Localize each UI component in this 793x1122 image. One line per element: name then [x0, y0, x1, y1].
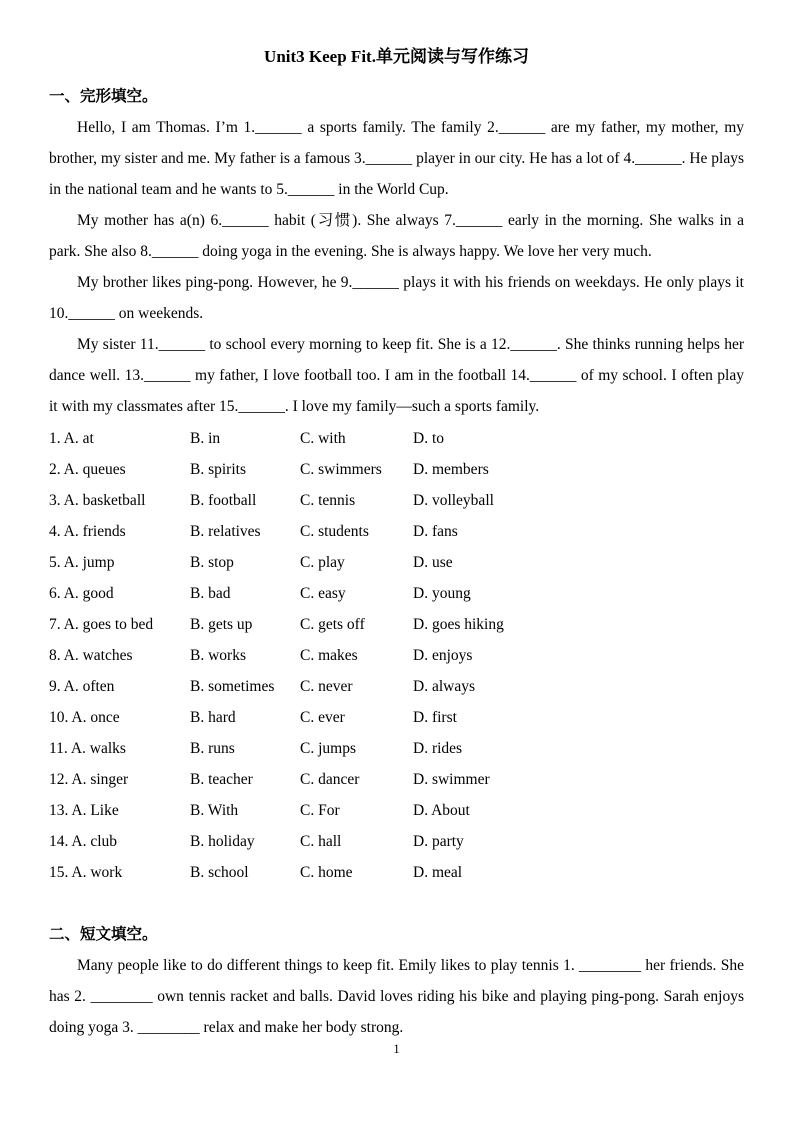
option-c: C. hall	[300, 833, 342, 850]
fill-in-paragraph: Many people like to do different things to keep fit. Emily likes to play tennis 1. ________ her friends. She has 2. ________ own tennis racket and balls. David loves riding his bike and playing ping-pong. Sarah enjoys doing yoga 3. ________ relax and make her body strong.	[49, 957, 744, 1036]
option-c: C. never	[300, 678, 353, 695]
option-b: B. holiday	[190, 833, 255, 850]
option-a: 13. A. Like	[49, 802, 119, 819]
cloze-paragraph-3: My brother likes ping-pong. However, he 9.______ plays it with his friends on weekdays. He only plays it 10.______ on weekends.	[49, 274, 744, 322]
option-row-8	[49, 640, 744, 671]
option-row-9	[49, 671, 744, 702]
option-a: 14. A. club	[49, 833, 118, 850]
option-b: B. works	[190, 647, 246, 664]
page-number: 1	[393, 1042, 400, 1056]
option-a: 6. A. good	[49, 585, 114, 602]
option-c: C. swimmers	[300, 461, 382, 478]
option-b: B. runs	[190, 740, 235, 757]
option-a: 10. A. once	[49, 709, 120, 726]
option-d: D. goes hiking	[413, 616, 504, 633]
option-a: 12. A. singer	[49, 771, 129, 788]
page-title: Unit3 Keep Fit.单元阅读与写作练习	[264, 47, 529, 66]
option-c: C. gets off	[300, 616, 365, 633]
option-row-12	[49, 764, 744, 795]
option-row-10	[49, 702, 744, 733]
option-a: 3. A. basketball	[49, 492, 146, 509]
option-c: C. tennis	[300, 492, 356, 509]
cloze-paragraph-4: My sister 11.______ to school every morning to keep fit. She is a 12.______. She thinks running helps her dance well. 13.______ my father, I love football too. I am in the football 14.______ of my school. I often play it with my classmates after 15.______. I love my family—such a sports family.	[49, 336, 744, 415]
option-a: 2. A. queues	[49, 461, 126, 478]
section1-heading: 一、完形填空。	[49, 88, 158, 105]
option-b: B. hard	[190, 709, 236, 726]
option-c: C. play	[300, 554, 345, 571]
option-d: D. fans	[413, 523, 458, 540]
option-d: D. enjoys	[413, 647, 473, 664]
option-row-11	[49, 733, 744, 764]
option-d: D. members	[413, 461, 489, 478]
option-c: C. home	[300, 864, 353, 881]
cloze-paragraph-2: My mother has a(n) 6.______ habit (习惯). She always 7.______ early in the morning. She walks in a park. She also 8.______ doing yoga in the evening. She is always happy. We love her very much.	[49, 212, 744, 260]
option-d: D. use	[413, 554, 453, 571]
option-d: D. swimmer	[413, 771, 490, 788]
option-row-5	[49, 547, 744, 578]
option-b: B. relatives	[190, 523, 261, 540]
option-d: D. party	[413, 833, 464, 850]
option-b: B. spirits	[190, 461, 246, 478]
option-a: 7. A. goes to bed	[49, 616, 154, 633]
cloze-paragraph-1: Hello, I am Thomas. I’m 1.______ a sports family. The family 2.______ are my father, my mother, my brother, my sister and me. My father is a famous 3.______ player in our city. He has a lot of 4.______. He plays in the national team and he wants to 5.______ in the World Cup.	[49, 119, 744, 198]
option-a: 11. A. walks	[49, 740, 126, 757]
option-c: C. students	[300, 523, 369, 540]
option-row-7	[49, 609, 744, 640]
option-b: B. gets up	[190, 616, 253, 633]
option-b: B. in	[190, 430, 221, 447]
option-row-15	[49, 857, 744, 888]
option-a: 9. A. often	[49, 678, 115, 695]
section-fill-in	[49, 919, 744, 1043]
option-d: D. rides	[413, 740, 463, 757]
section-cloze	[49, 81, 744, 888]
option-row-14	[49, 826, 744, 857]
option-c: C. dancer	[300, 771, 360, 788]
option-d: D. About	[413, 802, 470, 819]
option-a: 4. A. friends	[49, 523, 126, 540]
option-c: C. ever	[300, 709, 345, 726]
option-row-1	[49, 423, 744, 454]
option-b: B. sometimes	[190, 678, 275, 695]
option-c: C. makes	[300, 647, 358, 664]
option-c: C. easy	[300, 585, 346, 602]
option-b: B. With	[190, 802, 239, 819]
option-b: B. stop	[190, 554, 234, 571]
option-b: B. football	[190, 492, 257, 509]
option-b: B. bad	[190, 585, 231, 602]
section2-heading: 二、短文填空。	[49, 926, 158, 943]
option-row-4	[49, 516, 744, 547]
option-c: C. with	[300, 430, 346, 447]
option-b: B. teacher	[190, 771, 253, 788]
option-d: D. to	[413, 430, 444, 447]
option-a: 15. A. work	[49, 864, 123, 881]
option-c: C. jumps	[300, 740, 356, 757]
option-c: C. For	[300, 802, 340, 819]
option-d: D. meal	[413, 864, 463, 881]
option-d: D. volleyball	[413, 492, 494, 509]
option-b: B. school	[190, 864, 249, 881]
option-d: D. young	[413, 585, 471, 602]
options-table	[49, 423, 744, 888]
option-row-3	[49, 485, 744, 516]
option-d: D. always	[413, 678, 475, 695]
option-a: 8. A. watches	[49, 647, 133, 664]
option-a: 1. A. at	[49, 430, 94, 447]
option-row-2	[49, 454, 744, 485]
option-row-13	[49, 795, 744, 826]
option-d: D. first	[413, 709, 457, 726]
option-row-6	[49, 578, 744, 609]
option-a: 5. A. jump	[49, 554, 115, 571]
